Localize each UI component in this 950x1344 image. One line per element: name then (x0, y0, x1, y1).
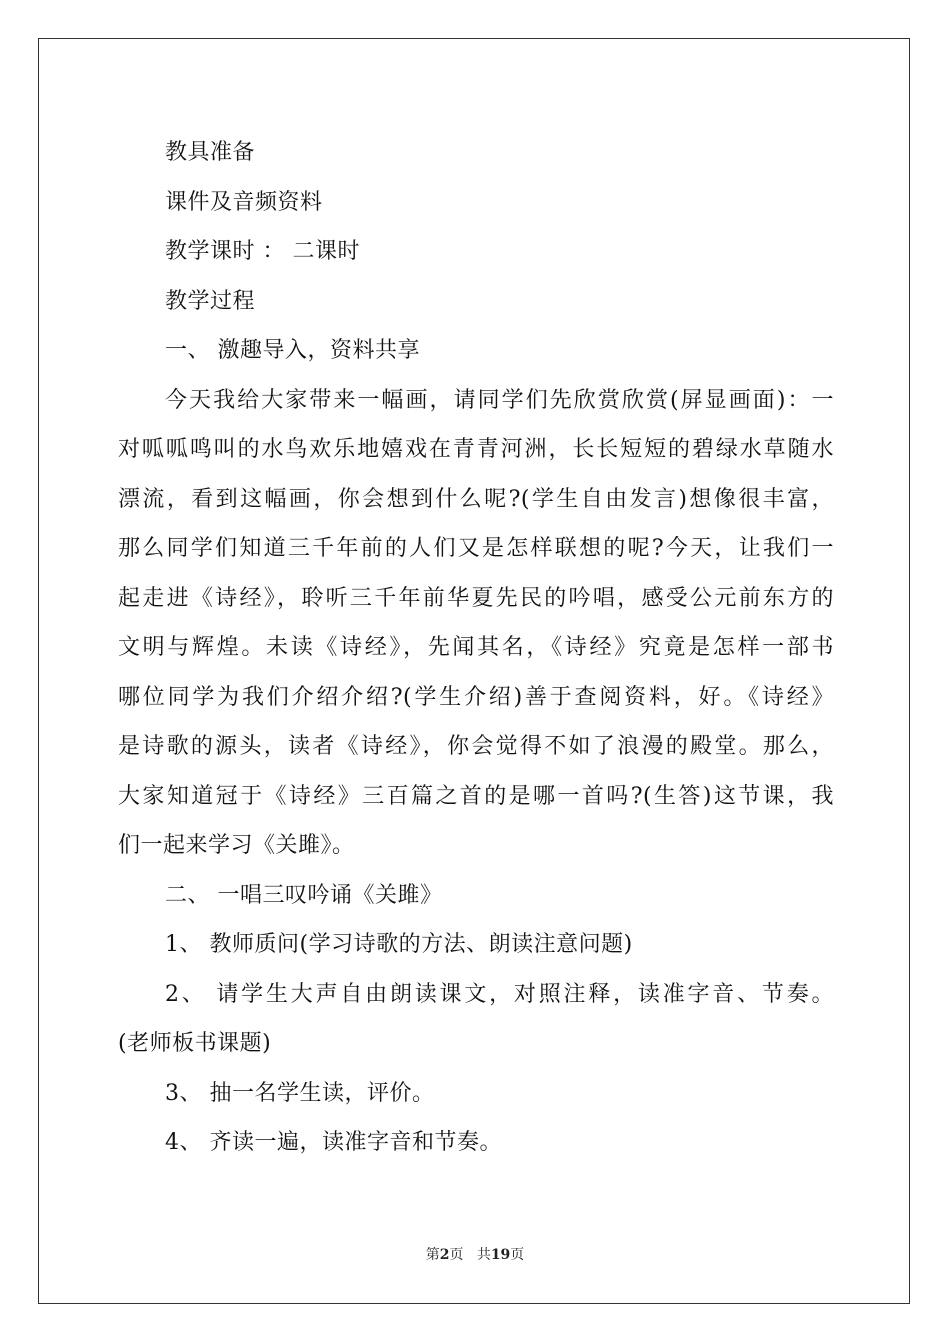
text-line: 教学过程 (165, 288, 256, 314)
list-item-continuation: (老师板书课题) (118, 1031, 272, 1056)
list-item: 1、 教师质问(学习诗歌的方法、朗读注意问题) (165, 932, 633, 957)
page-suffix: 页 (449, 1247, 464, 1263)
list-item: 4、 齐读一遍，读准字音和节奏。 (165, 1130, 502, 1155)
total-prefix: 共 (476, 1247, 491, 1263)
paragraph-line: 大家知道冠于《诗经》三百篇之首的是哪一首吗?(生答)这节课，我 (118, 783, 834, 809)
paragraph-line: 们一起来学习《关雎》。 (118, 833, 355, 858)
page-prefix: 第 (425, 1247, 440, 1263)
paragraph-line: 漂流，看到这幅画，你会想到什么呢?(学生自由发言)想像很丰富， (118, 486, 834, 512)
total-suffix: 页 (510, 1247, 525, 1263)
text-line: 课件及音频资料 (165, 189, 323, 215)
paragraph-line: 对呱呱鸣叫的水鸟欢乐地嬉戏在青青河洲，长长短短的碧绿水草随水 (118, 437, 834, 462)
paragraph-line: 那么同学们知道三千年前的人们又是怎样联想的呢?今天，让我们一 (118, 536, 834, 561)
section-heading: 一、 激趣导入，资料共享 (165, 338, 420, 363)
paragraph-line: 今天我给大家带来一幅画，请同学们先欣赏欣赏(屏显画面)：一 (165, 387, 834, 413)
document-body (118, 128, 834, 1168)
page-footer (0, 1244, 950, 1264)
paragraph-line: 哪位同学为我们介绍介绍?(学生介绍)善于查阅资料，好。《诗经》 (118, 684, 834, 710)
section-heading: 二、 一唱三叹吟诵《关雎》 (165, 882, 443, 908)
paragraph-line: 是诗歌的源头，读者《诗经》，你会觉得不如了浪漫的殿堂。那么， (118, 734, 834, 759)
paragraph-line: 文明与辉煌。未读《诗经》，先闻其名，《诗经》究竟是怎样一部书 (118, 635, 834, 660)
text-line: 教学课时 ： 二课时 (165, 239, 360, 264)
total-pages: 19 (490, 1247, 511, 1263)
list-item: 2、 请学生大声自由朗读课文，对照注释，读准字音、节奏。 (165, 981, 834, 1007)
page-number: 2 (439, 1247, 450, 1263)
paragraph-line: 起走进《诗经》，聆听三千年前华夏先民的吟唱，感受公元前东方的 (118, 585, 834, 611)
list-item: 3、 抽一名学生读，评价。 (165, 1080, 435, 1106)
text-line: 教具准备 (165, 140, 256, 165)
